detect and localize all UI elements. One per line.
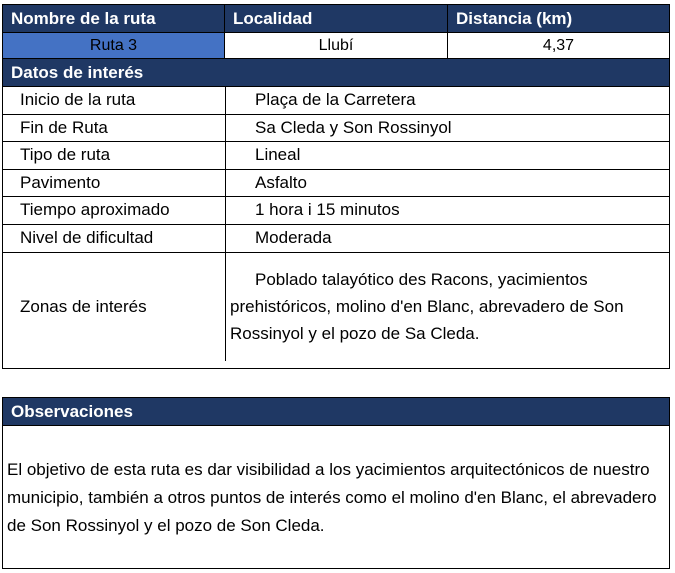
table-row xyxy=(3,114,669,142)
distance-cell: 4,37 xyxy=(542,37,575,54)
row-label: Tiempo aproximado xyxy=(3,197,226,224)
table-row xyxy=(3,141,669,169)
zones-row xyxy=(3,252,669,361)
row-label: Inicio de la ruta xyxy=(3,87,226,114)
row-value: 1 hora i 15 minutos xyxy=(255,200,400,220)
row-value: Asfalto xyxy=(255,172,307,192)
locality-cell: Llubí xyxy=(225,33,448,58)
route-info-table xyxy=(2,4,670,369)
zones-label xyxy=(3,253,226,361)
observations-table xyxy=(2,397,670,569)
table-row xyxy=(3,224,669,252)
route-name-cell: Ruta 3 xyxy=(3,33,225,58)
table-header-row xyxy=(3,5,669,32)
row-value: Moderada xyxy=(255,227,332,247)
locality-header: Localidad xyxy=(225,5,448,32)
table-row xyxy=(3,196,669,224)
zones-value: Poblado talayótico des Racons, yacimientos prehistóricos, molino d'en Blanc, abrevadero de Son Rossinyol y el pozo de Sa Cleda. xyxy=(230,269,624,343)
route-values-row xyxy=(3,32,669,59)
row-label: Nivel de dificultad xyxy=(3,225,226,252)
zones-label-text: Zonas de interés xyxy=(20,296,147,316)
table-row xyxy=(3,169,669,197)
row-value: Sa Cleda y Son Rossinyol xyxy=(255,117,452,137)
route-name-header: Nombre de la ruta xyxy=(3,5,225,32)
row-label: Tipo de ruta xyxy=(3,142,226,169)
row-value: Lineal xyxy=(255,145,301,165)
table-row xyxy=(3,86,669,114)
row-value: Plaça de la Carretera xyxy=(255,90,416,109)
observations-text: El objetivo de esta ruta es dar visibilidad a los yacimientos arquitectónicos de nuestro municipio, también a otros puntos de interés como el molino d'en Blanc, el abrevadero de Son Rossinyol y el pozo de Son Cleda. xyxy=(7,460,657,535)
row-label: Fin de Ruta xyxy=(3,115,226,142)
details-section-title: Datos de interés xyxy=(3,59,669,86)
observations-title: Observaciones xyxy=(3,398,669,426)
row-label: Pavimento xyxy=(3,170,226,197)
distance-header: Distancia (km) xyxy=(456,9,573,28)
